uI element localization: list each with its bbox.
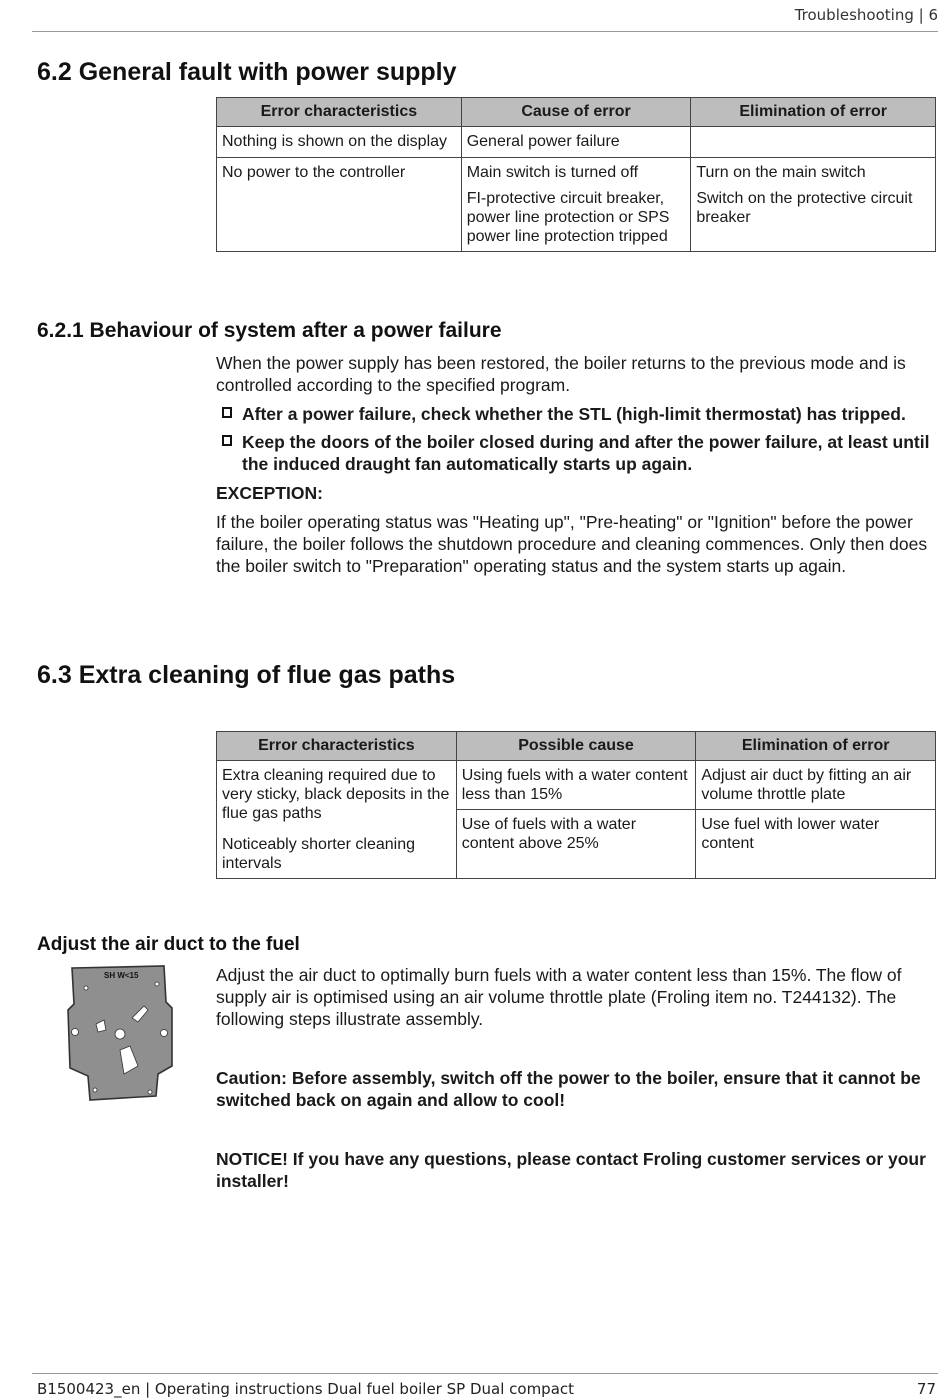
table-cell: Nothing is shown on the display [217,127,462,158]
table-cell: Main switch is turned off [461,158,691,190]
plate-label: SH W<15 [104,971,139,980]
checkbox-icon [222,435,232,446]
table-cell: Adjust air duct by fitting an air volume throttle plate [696,761,936,810]
table-cell: Use of fuels with a water content above 25% [456,810,696,879]
contact-notice: NOTICE! If you have any questions, please contact Froling customer services or your installer! [216,1149,926,1191]
column-header: Cause of error [461,98,691,127]
characteristic-text: Noticeably shorter cleaning intervals [222,836,415,872]
table-cell: No power to the controller [217,158,462,190]
air-duct-paragraph: Adjust the air duct to optimally burn fuels with a water content less than 15%. The flow of supply air is optimised using an air volume throttle plate (Froling item no. T244132). The following steps illustrate assembly. [216,965,902,1029]
table-row [217,761,936,810]
table-cell: General power failure [461,127,691,158]
table-cell: FI-protective circuit breaker, power line protection or SPS power line protection tripped [461,189,691,252]
column-header: Error characteristics [217,98,462,127]
table-row [217,189,936,252]
table-cell: Switch on the protective circuit breaker [691,189,936,252]
table-cell [691,127,936,158]
checklist-item: After a power failure, check whether the STL (high-limit thermostat) has tripped. [222,403,936,425]
exception-paragraph: If the boiler operating status was "Heating up", "Pre-heating" or "Ignition" before the power failure, the boiler follows the shutdown procedure and cleaning commences. Only then does the boiler switch to "Preparation" operating status and the system starts up again. [216,512,928,576]
subsection-heading-air-duct: Adjust the air duct to the fuel [37,934,300,955]
table-row [217,158,936,190]
section-heading-6-2-1: 6.2.1 Behaviour of system after a power failure [37,319,502,342]
table-cell: Use fuel with lower water content [696,810,936,879]
checkbox-icon [222,407,232,418]
table-cell: Using fuels with a water content less than 15% [456,761,696,810]
power-supply-fault-table [216,97,936,252]
footer-document-title: B1500423_en | Operating instructions Dual fuel boiler SP Dual compact [37,1380,575,1398]
column-header: Elimination of error [696,732,936,761]
header-divider [32,31,938,32]
caution-notice: Caution: Before assembly, switch off the power to the boiler, ensure that it cannot be switched back on again and allow to cool! [216,1068,921,1110]
table-cell [217,761,457,879]
column-header: Elimination of error [691,98,936,127]
exception-label: EXCEPTION: [216,483,323,503]
table-cell [217,189,462,252]
section-heading-6-2: 6.2 General fault with power supply [37,58,457,86]
table-header-row [217,98,936,127]
table-cell: Turn on the main switch [691,158,936,190]
page-number: 77 [916,1380,936,1398]
running-header: Troubleshooting | 6 [794,6,938,24]
checklist-item: Keep the doors of the boiler closed during and after the power failure, at least until the induced draught fan automatically starts up again. [222,431,936,475]
characteristic-text: Extra cleaning required due to very sticky, black deposits in the flue gas paths [222,767,450,822]
footer-divider [32,1373,938,1374]
intro-paragraph: When the power supply has been restored, the boiler returns to the previous mode and is controlled according to the specified program. [216,353,906,395]
section-heading-6-3: 6.3 Extra cleaning of flue gas paths [37,661,456,689]
column-header: Error characteristics [217,732,457,761]
table-row [217,127,936,158]
column-header: Possible cause [456,732,696,761]
table-header-row [217,732,936,761]
flue-gas-cleaning-table [216,731,936,879]
throttle-plate-illustration [60,962,180,1102]
